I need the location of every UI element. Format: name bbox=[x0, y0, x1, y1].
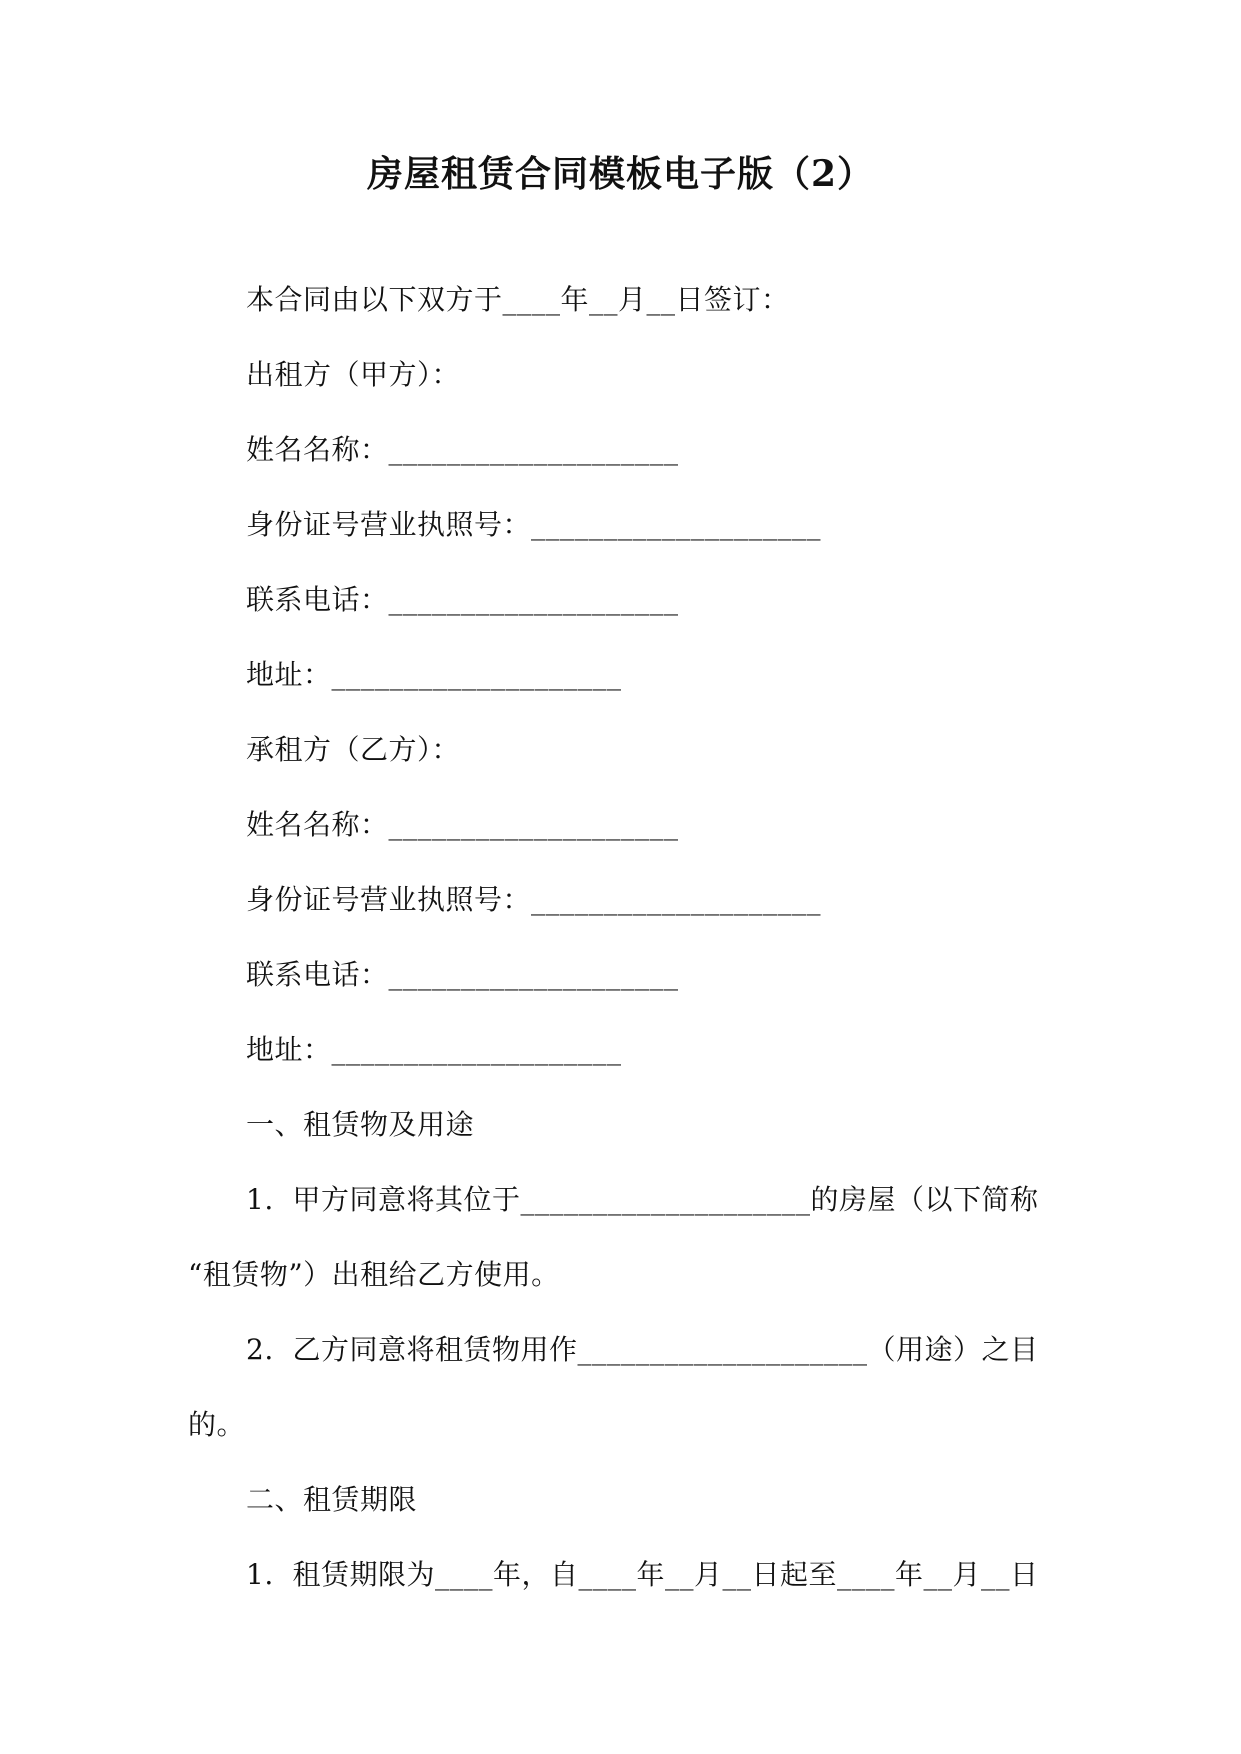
lessee-phone-line: 联系电话：____________________ bbox=[246, 958, 679, 991]
lessor-heading: 出租方（甲方）： bbox=[246, 358, 461, 391]
lessee-id-line: 身份证号营业执照号：____________________ bbox=[246, 883, 822, 916]
signing-date-line: 本合同由以下双方于____年__月__日签订： bbox=[246, 283, 790, 316]
section-heading-lease-term: 二、租赁期限 bbox=[246, 1483, 418, 1516]
lessor-id-line: 身份证号营业执照号：____________________ bbox=[246, 508, 822, 541]
lessor-address-line: 地址：____________________ bbox=[246, 658, 622, 691]
clause-1-2-continuation: 的。 bbox=[188, 1408, 246, 1441]
lessee-heading: 承租方（乙方）： bbox=[246, 733, 461, 766]
section-heading-lease-object: 一、租赁物及用途 bbox=[246, 1108, 475, 1141]
lessee-address-line: 地址：____________________ bbox=[246, 1033, 622, 1066]
lessee-name-line: 姓名名称：____________________ bbox=[246, 808, 679, 841]
clause-1-1-continuation: “租赁物”）出租给乙方使用。 bbox=[188, 1258, 560, 1291]
clause-1-2-line: 2. 乙方同意将租赁物用作____________________（用途）之目 bbox=[246, 1333, 1039, 1366]
clause-2-1-line: 1. 租赁期限为____年，自____年__月__日起至____年__月__日 bbox=[246, 1558, 1039, 1591]
lessor-name-line: 姓名名称：____________________ bbox=[246, 433, 679, 466]
document-title: 房屋租赁合同模板电子版（2） bbox=[366, 153, 875, 195]
clause-1-1-line: 1. 甲方同意将其位于____________________的房屋（以下简称 bbox=[246, 1183, 1039, 1216]
lessor-phone-line: 联系电话：____________________ bbox=[246, 583, 679, 616]
